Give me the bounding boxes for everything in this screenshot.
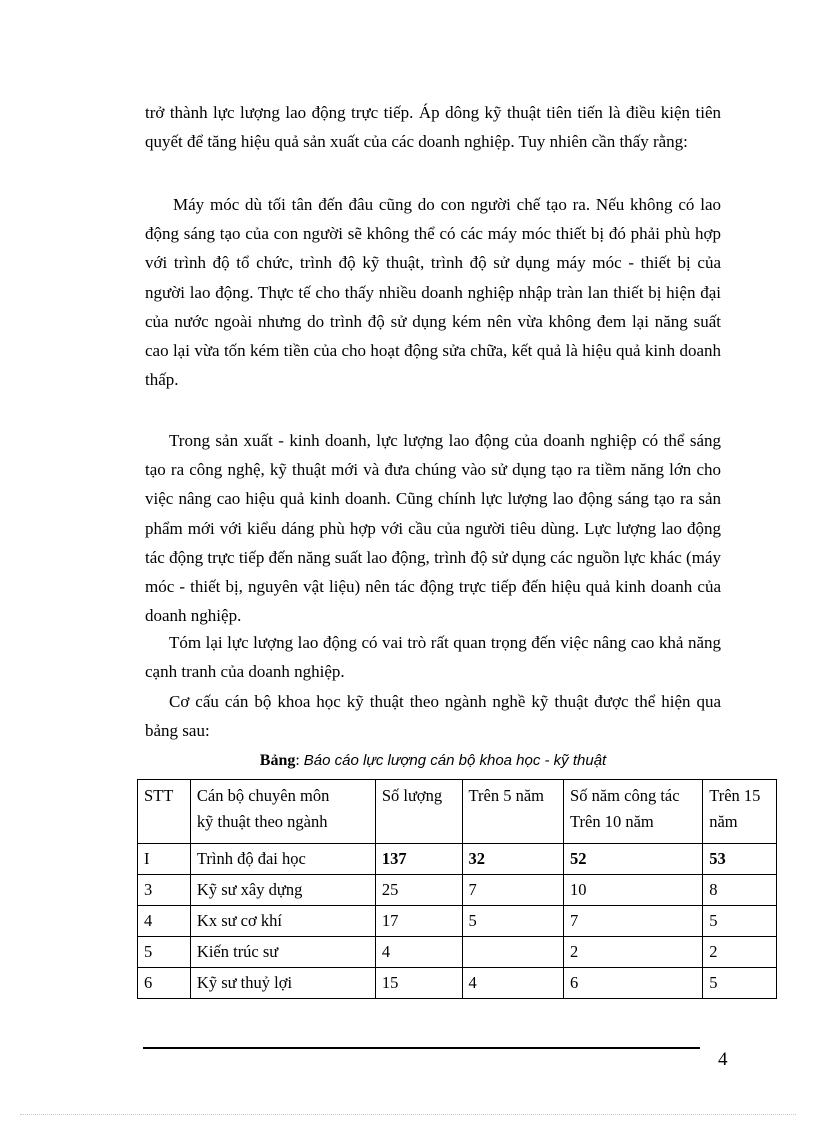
table-row	[138, 968, 777, 999]
cell-count: 17	[375, 906, 462, 937]
header-years-line1: Số năm công tác	[570, 786, 680, 805]
header-years-line2: Trên 10 năm	[570, 812, 654, 831]
header-over5-label: Trên 5 năm	[468, 786, 545, 805]
paragraph-1: trở thành lực lượng lao động trực tiếp. Áp dông kỹ thuật tiên tiến là điều kiện tiên quyết để tăng hiệu quả sản xuất của các doanh nghiệp. Tuy nhiên cần thấy rằng:	[145, 103, 721, 152]
cell-specialty: Kỹ sư thuỷ lợi	[190, 968, 375, 999]
cell-over15: 5	[703, 968, 777, 999]
table-row	[138, 844, 777, 875]
cell-over5: 32	[462, 844, 564, 875]
header-count-label: Số lượng	[381, 786, 443, 805]
staff-table	[137, 779, 777, 999]
page-number: 4	[718, 1049, 728, 1070]
paragraph-3: Trong sản xuất - kinh doanh, lực lượng lao động của doanh nghiệp có thể sáng tạo ra công nghệ, kỹ thuật mới và đưa chúng vào sử dụng tạo ra tiềm năng lớn cho việc nâng cao hiệu quả kinh doanh. Cũng chính lực lượng lao động sáng tạo ra sản phẩm mới với kiểu dáng phù hợp với cầu của người tiêu dùng. Lực lượng lao động tác động trực tiếp đến năng suất lao động, trình độ sử dụng các nguồn lực khác (máy móc - thiết bị, nguyên vật liệu) nên tác động trực tiếp đến hiệu quả kinh doanh của doanh nghiệp.	[145, 431, 721, 626]
cell-over10: 7	[564, 906, 703, 937]
cell-specialty: Kỹ sư xây dựng	[190, 875, 375, 906]
paragraph-5: Cơ cấu cán bộ khoa học kỹ thuật theo ngành nghề kỹ thuật được thể hiện qua bảng sau:	[145, 692, 721, 741]
header-years	[564, 780, 703, 844]
table-row	[138, 906, 777, 937]
header-specialty	[190, 780, 375, 844]
header-over5	[462, 780, 564, 844]
paragraph-2: Máy móc dù tối tân đến đâu cũng do con người chế tạo ra. Nếu không có lao động sáng tạo của con người sẽ không thể có các máy móc thiết bị đó phải phù hợp với trình độ tổ chức, trình độ kỹ thuật, trình độ sử dụng máy móc - thiết bị của người lao động. Thực tế cho thấy nhiều doanh nghiệp nhập tràn lan thiết bị hiện đại của nước ngoài nhưng do trình độ sử dụng kém nên vừa không đem lại năng suất cao lại vừa tốn kém tiền của cho hoạt động sửa chữa, kết quả là hiệu quả kinh doanh thấp.	[145, 195, 721, 390]
header-count	[375, 780, 462, 844]
table-header-row	[138, 780, 777, 844]
cell-over10: 2	[564, 937, 703, 968]
cell-count: 25	[375, 875, 462, 906]
header-specialty-line2: kỹ thuật theo ngành	[196, 812, 328, 831]
cell-stt: 5	[138, 937, 191, 968]
table-row	[138, 875, 777, 906]
cell-stt: 4	[138, 906, 191, 937]
cell-over5	[462, 937, 564, 968]
cell-stt: 3	[138, 875, 191, 906]
cell-count: 15	[375, 968, 462, 999]
cell-over5: 5	[462, 906, 564, 937]
cell-specialty: Kx sư cơ khí	[190, 906, 375, 937]
table-row	[138, 937, 777, 968]
header-stt-label: STT	[144, 786, 174, 805]
caption-separator: :	[295, 752, 304, 769]
caption-text: Báo cáo lực lượng cán bộ khoa học - kỹ thuật	[303, 752, 607, 769]
cell-over10: 52	[564, 844, 703, 875]
header-over15	[703, 780, 777, 844]
paragraph-4: Tóm lại lực lượng lao động có vai trò rất quan trọng đến việc nâng cao khả năng cạnh tranh của doanh nghiệp.	[145, 633, 721, 682]
header-over15-line2: năm	[709, 812, 738, 831]
cell-stt: I	[138, 844, 191, 875]
cell-over5: 4	[462, 968, 564, 999]
header-stt	[138, 780, 191, 844]
cell-over10: 6	[564, 968, 703, 999]
cell-over15: 5	[703, 906, 777, 937]
cell-over10: 10	[564, 875, 703, 906]
cell-stt: 6	[138, 968, 191, 999]
cell-over5: 7	[462, 875, 564, 906]
cell-count: 137	[375, 844, 462, 875]
cell-specialty: Kiến trúc sư	[190, 937, 375, 968]
cell-over15: 53	[703, 844, 777, 875]
cell-over15: 8	[703, 875, 777, 906]
header-specialty-line1: Cán bộ chuyên môn	[196, 786, 330, 805]
caption-label: Bảng	[259, 752, 296, 769]
page-bottom-dotted-line	[20, 1114, 796, 1115]
cell-over15: 2	[703, 937, 777, 968]
footer-divider	[143, 1047, 700, 1049]
cell-specialty: Trình độ đai học	[190, 844, 375, 875]
header-over15-line1: Trên 15	[709, 786, 761, 805]
cell-count: 4	[375, 937, 462, 968]
table-caption	[145, 750, 721, 772]
